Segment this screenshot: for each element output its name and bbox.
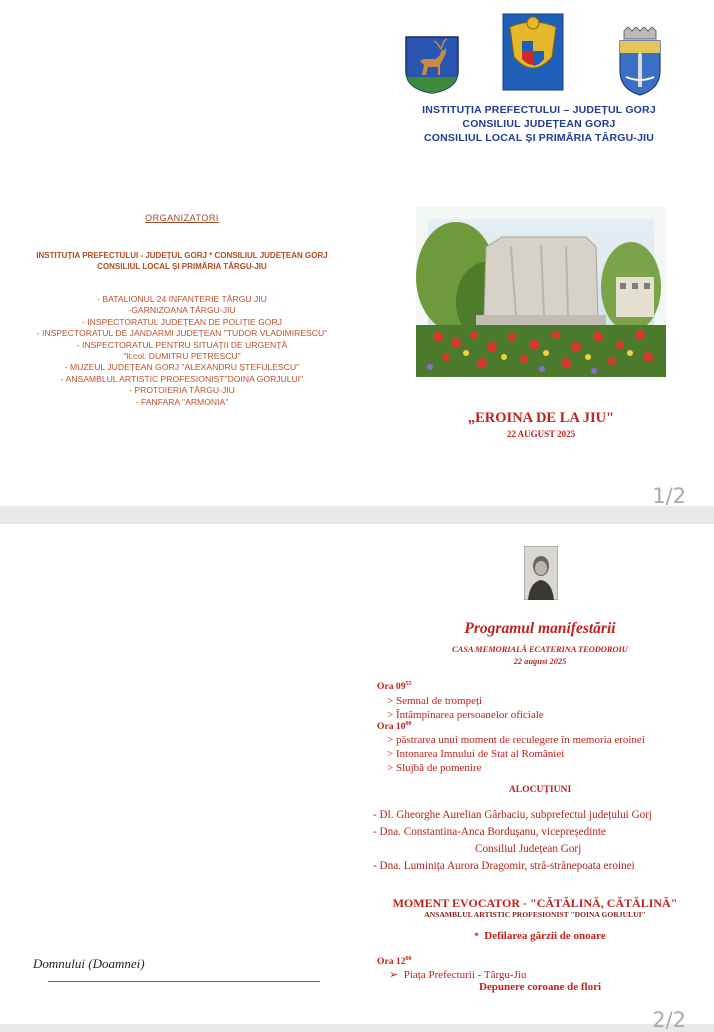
- program-title: Programul manifestării: [464, 620, 616, 637]
- page-2: [0, 524, 714, 1032]
- time-hour: Ora 09: [377, 681, 406, 693]
- defilare-text: Defilarea gărzii de onoare: [484, 930, 606, 942]
- page-1: [0, 0, 714, 506]
- organizer-item: - ANSAMBLUL ARTISTIC PROFESIONIST"DOINA GORJULUI": [60, 373, 304, 384]
- organizer-item: -GARNIZOANA TÂRGU-JIU: [128, 305, 236, 316]
- program-item: > Intonarea Imnului de Stat al României: [387, 748, 565, 760]
- speaker-item: Consiliul Județean Gorj: [475, 843, 582, 855]
- speaker-item: - Dna. Luminița Aurora Dragomir, stră-strănepoata eroinei: [373, 860, 635, 872]
- organizers-heading: ORGANIZATORI: [145, 213, 219, 223]
- block3-item: [389, 968, 526, 982]
- recipient-label: Domnului (Doamnei): [33, 956, 145, 971]
- alocutiuni-heading: ALOCUȚIUNI: [508, 784, 572, 795]
- organizer-item: - INSPECTORATUL PENTRU SITUAȚII DE URGENȚĂ: [76, 339, 288, 350]
- speaker-item: - Dna. Constantina-Anca Borduşanu, vicepreședinte: [373, 826, 607, 838]
- bullet-icon: *: [474, 931, 479, 941]
- romania-coat-of-arms-icon: [502, 13, 564, 91]
- speaker-item: - Dl. Gheorghe Aurelian Gârbaciu, subprefectul județului Gorj: [373, 809, 653, 821]
- program-date: 22 august 2025: [513, 657, 567, 666]
- institution-line: CONSILIUL LOCAL ȘI PRIMĂRIA TÂRGU-JIU: [423, 132, 655, 144]
- block1-items: [387, 694, 544, 722]
- organizer-item: - INSPECTORATUL JUDEȚEAN DE POLIȚIE GORJ: [82, 316, 282, 327]
- defilare: [420, 930, 660, 942]
- organizers-institutions: [0, 250, 364, 272]
- time-hour: Ora 10: [377, 721, 406, 733]
- event-date: 22 AUGUST 2025: [506, 429, 576, 439]
- portrait-photo: [524, 546, 558, 600]
- time-1200: [377, 956, 412, 967]
- moment-subtitle: ANSAMBLUL ARTISTIC PROFESIONIST "DOINA GORJULUI": [424, 910, 646, 919]
- arrow-bullet-icon: ➢: [389, 969, 399, 981]
- program-item: > Semnal de trompeți: [387, 695, 483, 707]
- gorj-county-coat-of-arms-icon: [404, 35, 460, 95]
- organizer-item: - INSPECTORATUL DE JANDARMI JUDEȚEAN "TUDOR VLADIMIRESCU": [36, 328, 328, 339]
- time-minutes: 00: [405, 721, 412, 727]
- event-title: „EROINA DE LA JIU": [467, 410, 615, 426]
- program-item: > Întâmpinarea persoanelor oficiale: [387, 709, 544, 721]
- page-number: 2/2: [652, 1008, 686, 1032]
- time-minutes: 55: [405, 681, 412, 687]
- monument-photo: [416, 207, 666, 377]
- program-item: > păstrarea unui moment de reculegere în memoria eroinei: [387, 734, 645, 746]
- time-minutes: 00: [405, 956, 412, 962]
- targu-jiu-coat-of-arms-icon: [618, 27, 662, 97]
- recipient-line: [48, 981, 320, 982]
- organizers-institutions-line: INSTITUȚIA PREFECTULUI - JUDEȚUL GORJ * CONSILIUL JUDEȚEAN GORJ: [36, 251, 328, 260]
- program-item: Piața Prefecturii - Târgu-Jiu: [403, 969, 527, 981]
- organizer-item: "lt.col. DUMITRU PETRESCU": [123, 351, 241, 362]
- time-1000: [377, 721, 412, 732]
- institution-line: INSTITUȚIA PREFECTULUI – JUDEȚUL GORJ: [422, 104, 656, 116]
- page-number: 1/2: [652, 484, 686, 508]
- moment-title: MOMENT EVOCATOR - "CĂTĂLINĂ, CĂTĂLINĂ": [392, 896, 678, 910]
- organizer-item: - PROTOIERIA TÂRGU-JIU: [129, 385, 235, 396]
- program-venue: CASA MEMORIALĂ ECATERINA TEODOROIU: [452, 645, 628, 654]
- organizers-list: [0, 294, 364, 408]
- program-item: > Slujbă de pomenire: [387, 762, 482, 774]
- block3-sub: Depunere coroane de flori: [478, 981, 602, 993]
- organizers-institutions-line: CONSILIUL LOCAL ȘI PRIMĂRIA TÂRGU-JIU: [97, 262, 267, 271]
- institution-line: CONSILIUL JUDEȚEAN GORJ: [462, 118, 616, 130]
- organizer-item: - FANFARA "ARMONIA": [135, 396, 229, 407]
- block2-items: [387, 733, 645, 775]
- organizer-item: - MUZEUL JUDEȚEAN GORJ "ALEXANDRU ȘTEFULESCU": [64, 362, 300, 373]
- institution-names: [394, 103, 684, 145]
- time-hour: Ora 12: [377, 956, 406, 968]
- speakers-list: [373, 808, 652, 874]
- organizer-item: - BATALIONUL 24 INFANTERIE TÂRGU JIU: [97, 294, 267, 304]
- time-0955: [377, 681, 412, 692]
